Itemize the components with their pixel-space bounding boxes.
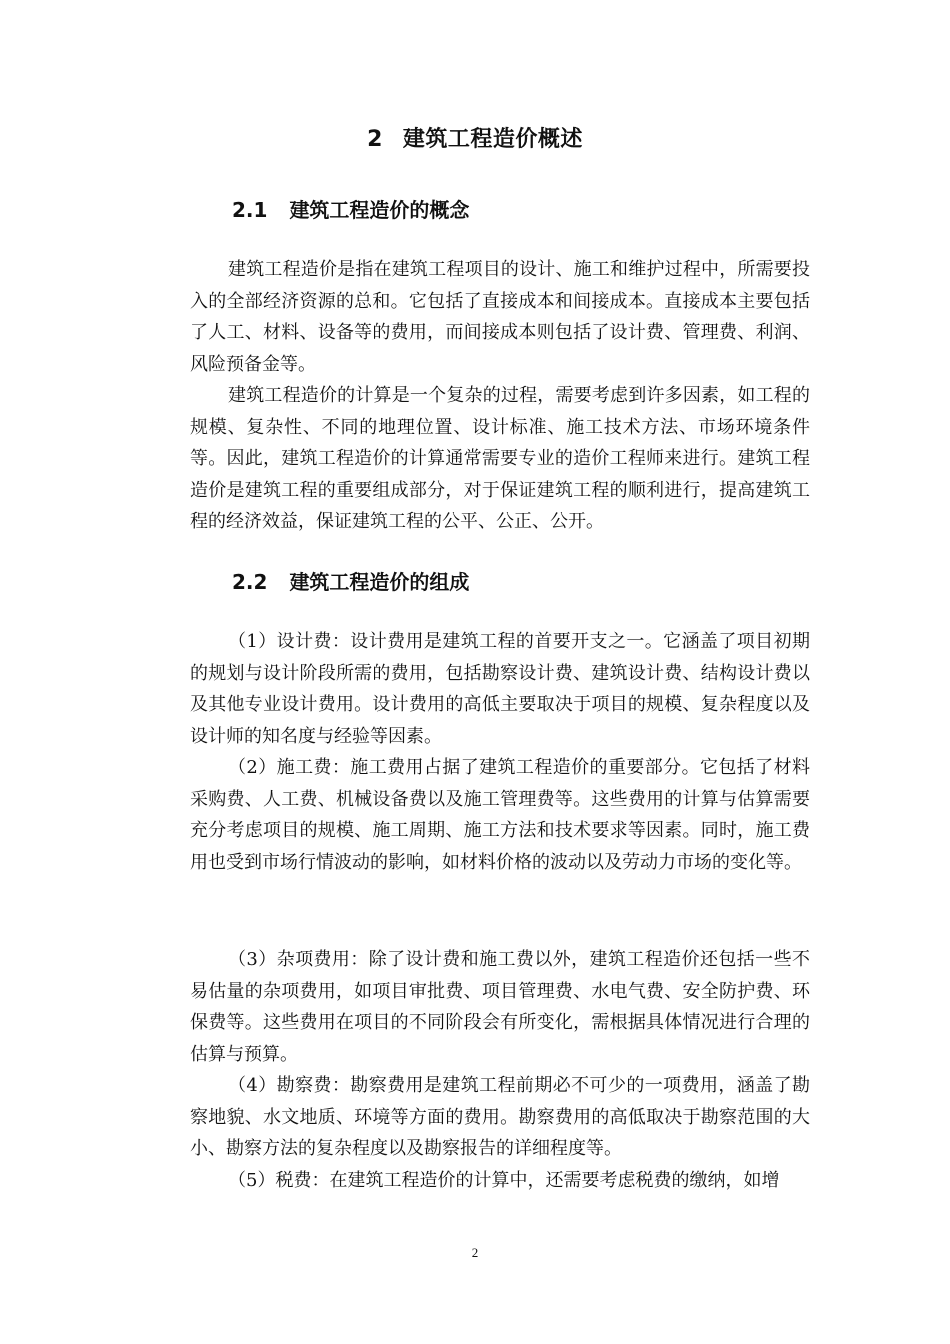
paragraph-concept-calculation: 建筑工程造价的计算是一个复杂的过程，需要考虑到许多因素，如工程的规模、复杂性、不同的地理位置、设计标准、施工技术方法、市场环境条件等。因此，建筑工程造价的计算通常需要专业的造价工程师来进行。建筑工程造价是建筑工程的重要组成部分，对于保证建筑工程的顺利进行，提高建筑工程的经济效益，保证建筑工程的公平、公正、公开。	[190, 385, 810, 532]
page-number: 2	[471, 1245, 479, 1260]
chapter-title	[0, 122, 950, 158]
chapter-title-text: 建筑工程造价概述	[402, 127, 583, 152]
section-number: 2.1	[232, 198, 268, 222]
paragraph-tax-fee: （5）税费：在建筑工程造价的计算中，还需要考虑税费的缴纳，如增	[228, 1170, 780, 1191]
paragraph-concept-definition: 建筑工程造价是指在建筑工程项目的设计、施工和维护过程中，所需要投入的全部经济资源的总和。它包括了直接成本和间接成本。直接成本主要包括了人工、材料、设备等的费用，而间接成本则包括了设计费、管理费、利润、风险预备金等。	[190, 259, 810, 375]
section-number: 2.2	[232, 570, 268, 594]
section-title: 建筑工程造价的组成	[289, 570, 470, 594]
paragraph-construction-fee: （2）施工费：施工费用占据了建筑工程造价的重要部分。它包括了材料采购费、人工费、机械设备费以及施工管理费等。这些费用的计算与估算需要充分考虑项目的规模、施工周期、施工方法和技术要求等因素。同时，施工费用也受到市场行情波动的影响，如材料价格的波动以及劳动力市场的变化等。	[190, 757, 810, 873]
paragraph-miscellaneous-fee: （3）杂项费用：除了设计费和施工费以外，建筑工程造价还包括一些不易估量的杂项费用，如项目审批费、项目管理费、水电气费、安全防护费、环保费等。这些费用在项目的不同阶段会有所变化，需根据具体情况进行合理的估算与预算。	[190, 949, 810, 1065]
paragraph-survey-fee: （4）勘察费：勘察费用是建筑工程前期必不可少的一项费用，涵盖了勘察地貌、水文地质、环境等方面的费用。勘察费用的高低取决于勘察范围的大小、勘察方法的复杂程度以及勘察报告的详细程度等。	[190, 1075, 810, 1159]
section-heading-2-2	[232, 566, 469, 598]
section-heading-2-1	[232, 194, 469, 226]
chapter-number: 2	[367, 127, 383, 152]
paragraph-design-fee: （1）设计费：设计费用是建筑工程的首要开支之一。它涵盖了项目初期的规划与设计阶段所需的费用，包括勘察设计费、建筑设计费、结构设计费以及其他专业设计费用。设计费用的高低主要取决于项目的规模、复杂程度以及设计师的知名度与经验等因素。	[190, 631, 810, 747]
section-title: 建筑工程造价的概念	[289, 198, 470, 222]
